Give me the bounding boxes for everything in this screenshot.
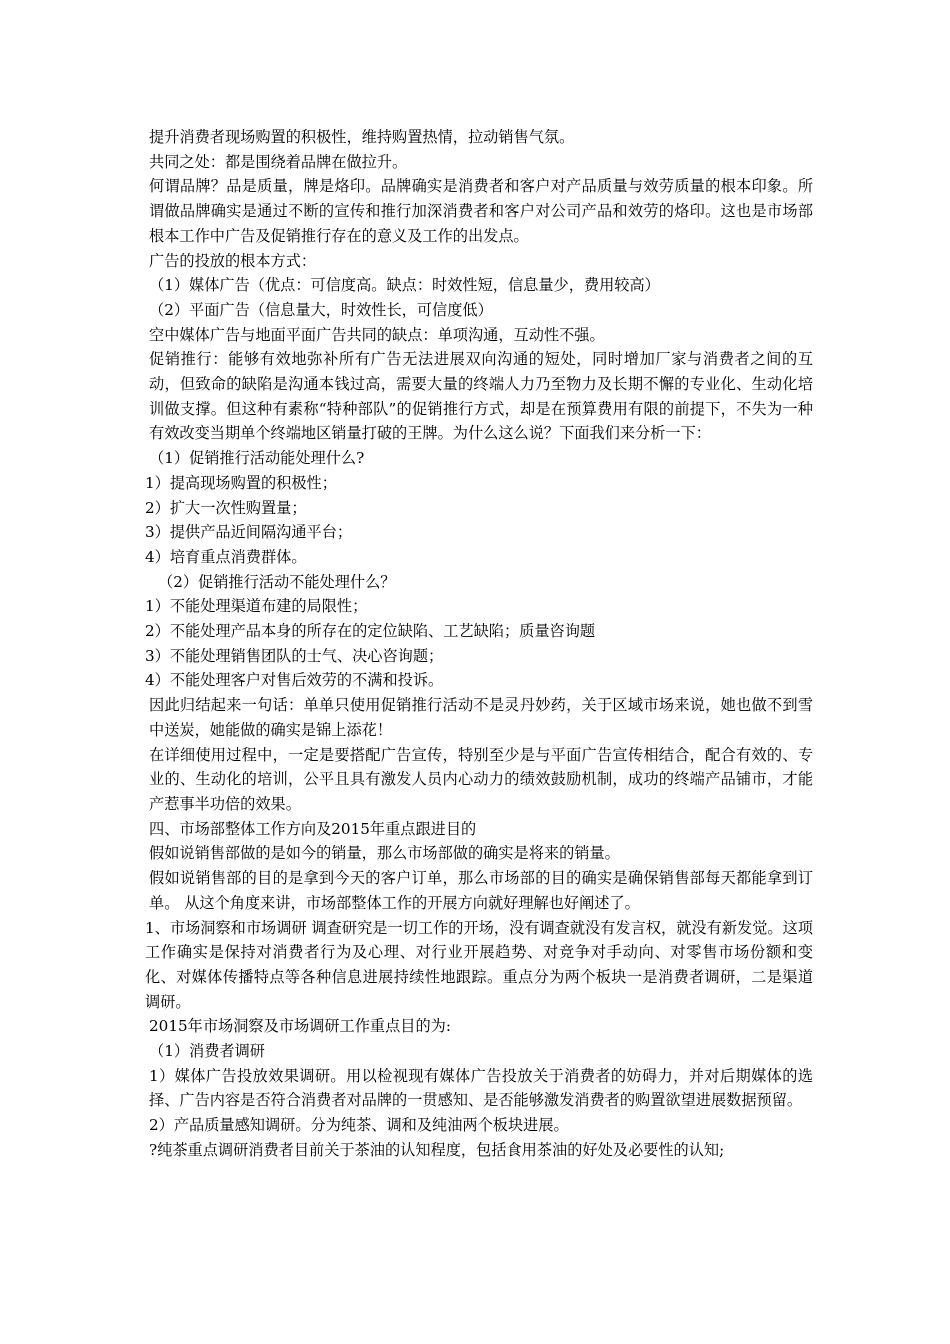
paragraph: 提升消费者现场购置的积极性，维持购置热情，拉动销售气氛。 xyxy=(149,128,575,146)
paragraph: （1）消费者调研 xyxy=(149,1042,265,1061)
paragraph: 假如说销售部做的是如今的销量，那么市场部做的确实是将来的销量。 xyxy=(149,844,620,863)
paragraph: 何谓品牌？品是质量，牌是烙印。品牌确实是消费者和客户对产品质量与效劳质量的根本印象。所谓做品牌确实是通过不断的宣传和推行加深消费者和客户对公司产品和效劳的烙印。这也是市场部根本工作中广告及促销推行存在的意义及工作的出发点。 xyxy=(149,177,813,245)
paragraph: 促销推行：能够有效地弥补所有广告无法进展双向沟通的短处，同时增加厂家与消费者之间的互动，但致命的缺陷是沟通本钱过高，需要大量的终端人力乃至物力及长期不懈的专业化、生动化培训做支撑。但这种有素称“特种部队”的促销推行方式，却是在预算费用有限的前提下，不失为一种有效改变当期单个终端地区销量打破的王牌。为什么这么说？下面我们来分析一下： xyxy=(149,350,813,443)
paragraph: 2015年市场洞察及市场调研工作重点目的为: xyxy=(149,1017,451,1036)
paragraph: 空中媒体广告与地面平面广告共同的缺点：单项沟通，互动性不强。 xyxy=(149,325,605,344)
paragraph: ?纯茶重点调研消费者目前关于茶油的认知程度，包括食用茶油的好处及必要性的认知; xyxy=(149,1140,725,1159)
paragraph: 假如说销售部的目的是拿到今天的客户订单，那么市场部的目的确实是确保销售部每天都能拿到订单。 从这个角度来讲，市场部整体工作的开展方向就好理解也好阐述了。 xyxy=(149,869,813,912)
paragraph: 3）不能处理销售团队的士气、决心咨询题； xyxy=(145,646,444,665)
paragraph: 2）不能处理产品本身的所存在的定位缺陷、工艺缺陷；质量咨询题 xyxy=(145,622,596,641)
paragraph: （1）媒体广告（优点：可信度高。缺点：时效性短，信息量少，费用较高） xyxy=(149,276,660,295)
paragraph: 4）不能处理客户对售后效劳的不满和投诉。 xyxy=(145,671,444,690)
paragraph: 在详细使用过程中，一定是要搭配广告宣传，特别至少是与平面广告宣传相结合，配合有效的、专业的、生动化的培训，公平且具有激发人员内心动力的绩效鼓励机制，成功的终端产品铺市，才能产惹事半功倍的效果。 xyxy=(149,745,813,813)
paragraph: 广告的投放的根本方式： xyxy=(149,251,317,270)
paragraph: 1）媒体广告投放效果调研。用以检视现有媒体广告投放关于消费者的妨碍力，并对后期媒体的选择、广告内容是否符合消费者对品牌的一贯感知、是否能够激发消费者的购置欲望进展数据预留。 xyxy=(149,1066,813,1110)
paragraph: 2）扩大一次性购置量； xyxy=(145,498,307,517)
paragraph: （2）促销推行活动不能处理什么？ xyxy=(158,572,396,591)
paragraph: 共同之处：都是围绕着品牌在做拉升。 xyxy=(149,152,408,171)
paragraph: 因此归结起来一句话：单单只使用促销推行活动不是灵丹妙药，关于区域市场来说，她也做不到雪中送炭，她能做的确实是锦上添花！ xyxy=(149,696,813,739)
paragraph: 2）产品质量感知调研。分为纯茶、调和及纯油两个板块进展。 xyxy=(149,1116,569,1135)
paragraph: 1、市场洞察和市场调研 调查研究是一切工作的开场，没有调查就没有发言权，就没有新发觉。这项工作确实是保持对消费者行为及心理、对行业开展趋势、对竞争对手动向、对零售市场份额和变化、对媒体传播特点等各种信息进展持续性地跟踪。重点分为两个板块一是消费者调研，二是渠道调研。 xyxy=(145,918,813,1011)
paragraph: 3）提供产品近间隔沟通平台； xyxy=(145,523,353,542)
paragraph: 4）培育重点消费群体。 xyxy=(145,547,307,566)
document-page xyxy=(145,125,813,1163)
section-heading: 四、市场部整体工作方向及2015年重点跟进目的 xyxy=(149,819,477,838)
paragraph: （2）平面广告（信息量大，时效性长，可信度低） xyxy=(149,300,493,319)
paragraph: 1）提高现场购置的积极性； xyxy=(145,473,337,492)
paragraph: （1）促销推行活动能处理什么? xyxy=(149,449,365,468)
paragraph: 1）不能处理渠道布建的局限性； xyxy=(145,597,368,616)
